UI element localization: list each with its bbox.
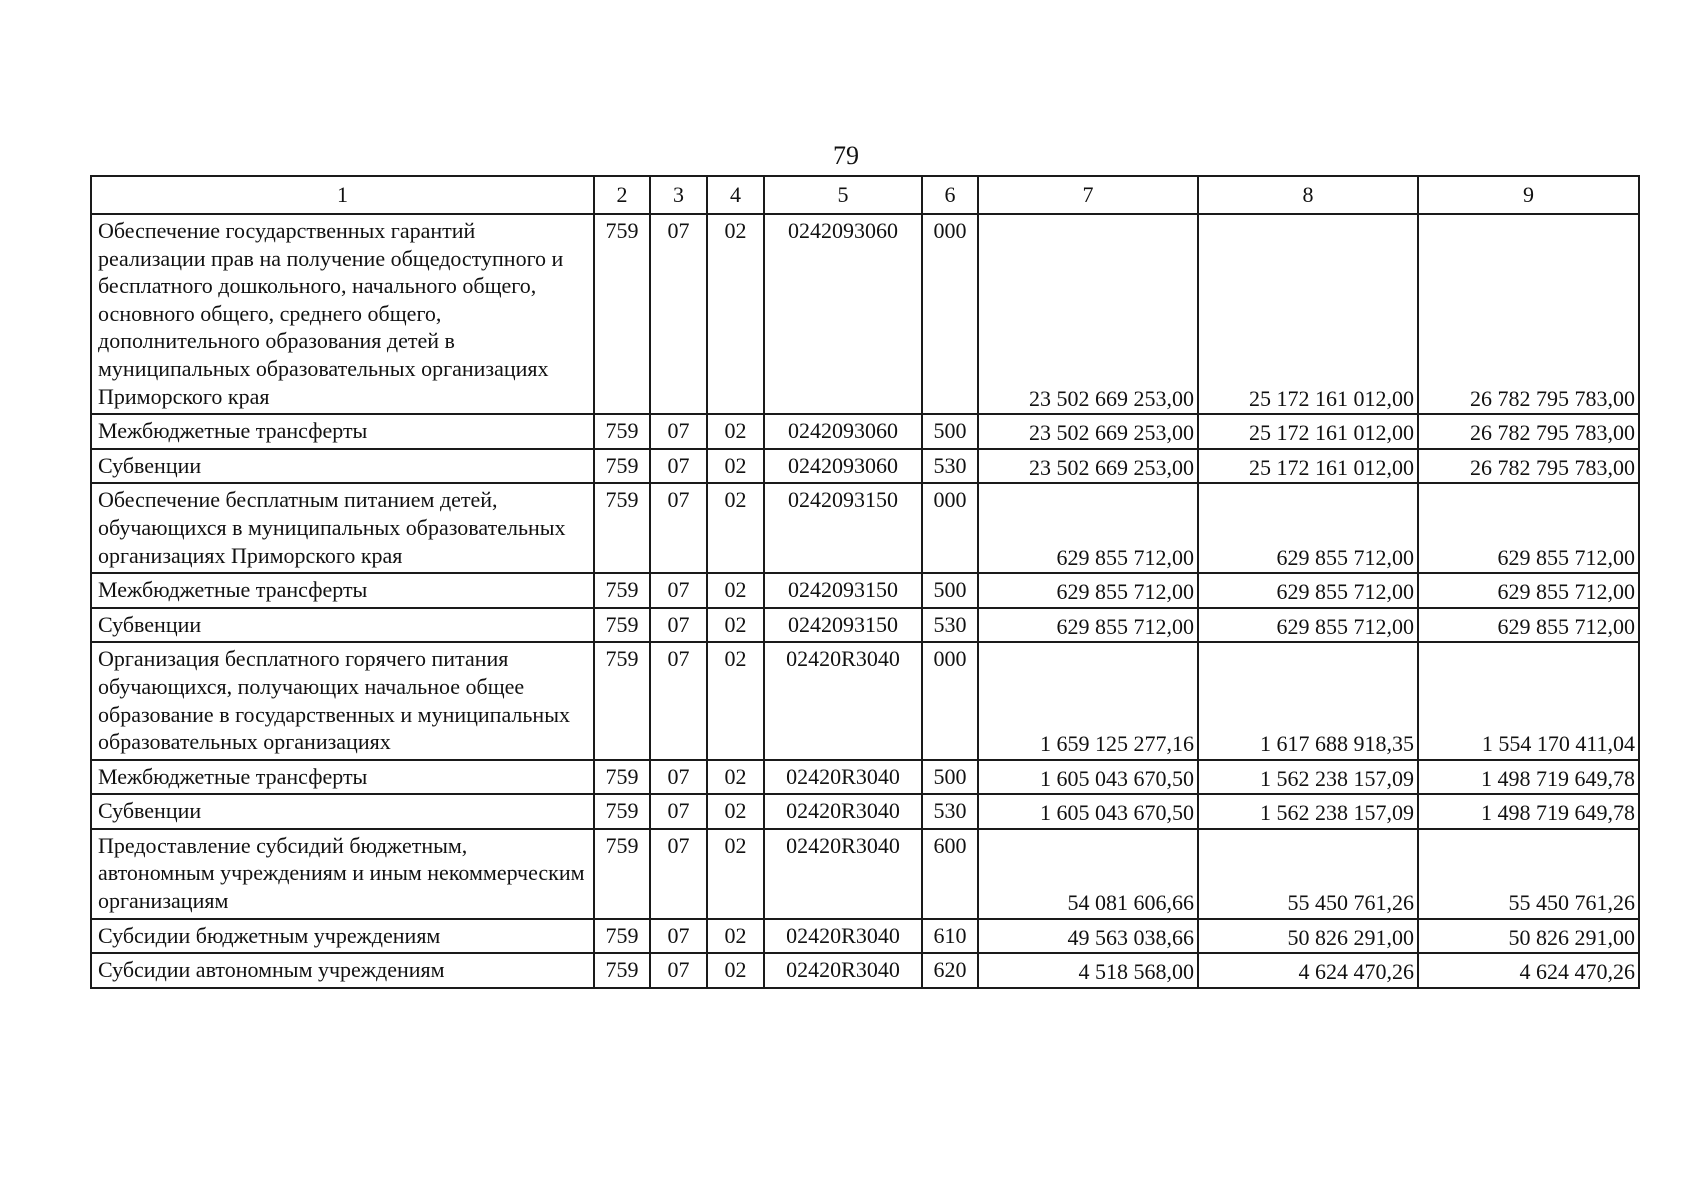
subsection-code: 02: [707, 483, 764, 573]
amount-col-9: 26 782 795 783,00: [1418, 414, 1639, 449]
amount-col-8: 1 562 238 157,09: [1198, 760, 1418, 795]
header-row: [91, 176, 1639, 214]
target-article-code: 0242093150: [764, 608, 922, 643]
section-code: 07: [650, 414, 707, 449]
subsection-code: 02: [707, 829, 764, 919]
section-code: 07: [650, 829, 707, 919]
column-header: 6: [922, 176, 978, 214]
expense-type-code: 500: [922, 414, 978, 449]
amount-col-9: 26 782 795 783,00: [1418, 449, 1639, 484]
target-article-code: 02420R3040: [764, 829, 922, 919]
amount-col-7: 23 502 669 253,00: [978, 449, 1198, 484]
table-row: [91, 642, 1639, 759]
ministry-code: 759: [594, 794, 650, 829]
page-number: 79: [833, 141, 859, 170]
table-row: [91, 214, 1639, 414]
target-article-code: 0242093150: [764, 483, 922, 573]
expense-type-code: 500: [922, 760, 978, 795]
amount-col-9: 4 624 470,26: [1418, 953, 1639, 988]
column-header: 2: [594, 176, 650, 214]
amount-col-9: 1 554 170 411,04: [1418, 642, 1639, 759]
amount-col-9: 26 782 795 783,00: [1418, 214, 1639, 414]
section-code: 07: [650, 214, 707, 414]
column-header: 7: [978, 176, 1198, 214]
ministry-code: 759: [594, 214, 650, 414]
table-row: [91, 608, 1639, 643]
amount-col-8: 4 624 470,26: [1198, 953, 1418, 988]
column-header: 4: [707, 176, 764, 214]
expense-type-code: 530: [922, 608, 978, 643]
amount-col-8: 25 172 161 012,00: [1198, 214, 1418, 414]
amount-col-8: 629 855 712,00: [1198, 608, 1418, 643]
amount-col-7: 1 605 043 670,50: [978, 794, 1198, 829]
section-code: 07: [650, 794, 707, 829]
amount-col-8: 1 617 688 918,35: [1198, 642, 1418, 759]
ministry-code: 759: [594, 608, 650, 643]
expense-type-code: 000: [922, 642, 978, 759]
ministry-code: 759: [594, 414, 650, 449]
column-header: 8: [1198, 176, 1418, 214]
amount-col-7: 23 502 669 253,00: [978, 214, 1198, 414]
amount-col-8: 629 855 712,00: [1198, 483, 1418, 573]
section-code: 07: [650, 573, 707, 608]
budget-table: [90, 175, 1640, 989]
subsection-code: 02: [707, 919, 764, 954]
subsection-code: 02: [707, 449, 764, 484]
section-code: 07: [650, 483, 707, 573]
expense-name: Субсидии автономным учреждениям: [91, 953, 594, 988]
subsection-code: 02: [707, 608, 764, 643]
subsection-code: 02: [707, 794, 764, 829]
column-header: 3: [650, 176, 707, 214]
subsection-code: 02: [707, 953, 764, 988]
expense-name: Субвенции: [91, 608, 594, 643]
table-row: [91, 794, 1639, 829]
subsection-code: 02: [707, 760, 764, 795]
table-row: [91, 760, 1639, 795]
expense-name: Межбюджетные трансферты: [91, 760, 594, 795]
amount-col-9: 1 498 719 649,78: [1418, 794, 1639, 829]
expense-name: Межбюджетные трансферты: [91, 414, 594, 449]
ministry-code: 759: [594, 919, 650, 954]
ministry-code: 759: [594, 829, 650, 919]
amount-col-9: 629 855 712,00: [1418, 573, 1639, 608]
target-article-code: 02420R3040: [764, 919, 922, 954]
target-article-code: 02420R3040: [764, 794, 922, 829]
expense-name: Обеспечение государственных гарантий реализации прав на получение общедоступного и бесплатного дошкольного, начального общего, основного общего, среднего общего, дополнительного образования детей в муниципальных образовательных организациях Приморского края: [91, 214, 594, 414]
amount-col-7: 629 855 712,00: [978, 608, 1198, 643]
table-row: [91, 483, 1639, 573]
amount-col-7: 54 081 606,66: [978, 829, 1198, 919]
amount-col-9: 50 826 291,00: [1418, 919, 1639, 954]
amount-col-8: 25 172 161 012,00: [1198, 414, 1418, 449]
expense-name: Предоставление субсидий бюджетным, автономным учреждениям и иным некоммерческим организациям: [91, 829, 594, 919]
amount-col-7: 23 502 669 253,00: [978, 414, 1198, 449]
section-code: 07: [650, 919, 707, 954]
amount-col-7: 1 605 043 670,50: [978, 760, 1198, 795]
section-code: 07: [650, 953, 707, 988]
table-row: [91, 919, 1639, 954]
amount-col-7: 49 563 038,66: [978, 919, 1198, 954]
target-article-code: 0242093060: [764, 214, 922, 414]
amount-col-8: 25 172 161 012,00: [1198, 449, 1418, 484]
expense-type-code: 000: [922, 483, 978, 573]
amount-col-9: 1 498 719 649,78: [1418, 760, 1639, 795]
ministry-code: 759: [594, 953, 650, 988]
section-code: 07: [650, 449, 707, 484]
expense-name: Обеспечение бесплатным питанием детей, обучающихся в муниципальных образовательных организациях Приморского края: [91, 483, 594, 573]
column-header: 5: [764, 176, 922, 214]
subsection-code: 02: [707, 414, 764, 449]
expense-type-code: 000: [922, 214, 978, 414]
amount-col-7: 629 855 712,00: [978, 483, 1198, 573]
amount-col-7: 4 518 568,00: [978, 953, 1198, 988]
expense-name: Субсидии бюджетным учреждениям: [91, 919, 594, 954]
amount-col-7: 629 855 712,00: [978, 573, 1198, 608]
amount-col-9: 629 855 712,00: [1418, 608, 1639, 643]
subsection-code: 02: [707, 642, 764, 759]
target-article-code: 0242093150: [764, 573, 922, 608]
amount-col-8: 629 855 712,00: [1198, 573, 1418, 608]
amount-col-7: 1 659 125 277,16: [978, 642, 1198, 759]
expense-name: Межбюджетные трансферты: [91, 573, 594, 608]
table-row: [91, 953, 1639, 988]
section-code: 07: [650, 760, 707, 795]
section-code: 07: [650, 642, 707, 759]
amount-col-8: 1 562 238 157,09: [1198, 794, 1418, 829]
expense-type-code: 620: [922, 953, 978, 988]
table-row: [91, 829, 1639, 919]
ministry-code: 759: [594, 573, 650, 608]
subsection-code: 02: [707, 573, 764, 608]
target-article-code: 0242093060: [764, 449, 922, 484]
table-row: [91, 573, 1639, 608]
ministry-code: 759: [594, 642, 650, 759]
expense-type-code: 530: [922, 794, 978, 829]
target-article-code: 0242093060: [764, 414, 922, 449]
section-code: 07: [650, 608, 707, 643]
ministry-code: 759: [594, 760, 650, 795]
expense-type-code: 500: [922, 573, 978, 608]
target-article-code: 02420R3040: [764, 953, 922, 988]
column-header: 9: [1418, 176, 1639, 214]
amount-col-9: 629 855 712,00: [1418, 483, 1639, 573]
expense-name: Организация бесплатного горячего питания обучающихся, получающих начальное общее образование в государственных и муниципальных образовательных организациях: [91, 642, 594, 759]
expense-name: Субвенции: [91, 449, 594, 484]
expense-type-code: 610: [922, 919, 978, 954]
expense-name: Субвенции: [91, 794, 594, 829]
ministry-code: 759: [594, 483, 650, 573]
expense-type-code: 600: [922, 829, 978, 919]
table-row: [91, 449, 1639, 484]
ministry-code: 759: [594, 449, 650, 484]
column-header: 1: [91, 176, 594, 214]
amount-col-8: 50 826 291,00: [1198, 919, 1418, 954]
expense-type-code: 530: [922, 449, 978, 484]
amount-col-8: 55 450 761,26: [1198, 829, 1418, 919]
amount-col-9: 55 450 761,26: [1418, 829, 1639, 919]
subsection-code: 02: [707, 214, 764, 414]
target-article-code: 02420R3040: [764, 760, 922, 795]
table-row: [91, 414, 1639, 449]
target-article-code: 02420R3040: [764, 642, 922, 759]
